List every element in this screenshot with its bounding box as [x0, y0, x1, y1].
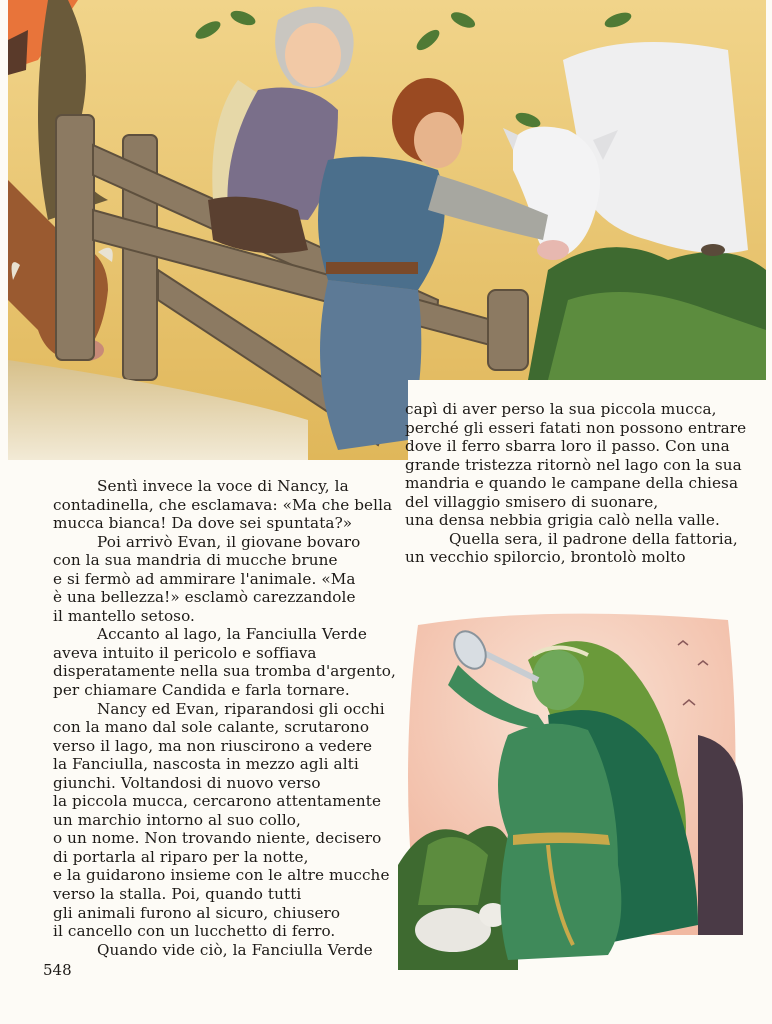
text-line: dove il ferro sbarra loro il passo. Con una — [405, 437, 730, 456]
text-line: un marchio intorno al suo collo, — [53, 810, 301, 829]
right-text-column — [405, 400, 745, 567]
text-line: contadinella, che esclamava: «Ma che bella — [53, 495, 393, 514]
text-line: la piccola mucca, cercarono attentamente — [53, 792, 382, 811]
green-maiden-illustration — [398, 605, 743, 970]
text-line: del villaggio smisero di suonare, — [405, 492, 659, 511]
text-line: perché gli esseri fatati non possono entrare — [405, 418, 747, 437]
text-line: Quando vide ciò, la Fanciulla Verde — [97, 940, 373, 959]
text-line: la Fanciulla, nascosta in mezzo agli alti — [53, 755, 359, 774]
green-maiden-drawing — [398, 605, 743, 970]
text-line: il cancello con un lucchetto di ferro. — [53, 922, 336, 941]
text-line: per chiamare Candida e farla tornare. — [53, 681, 350, 700]
text-line: e la guidarono insieme con le altre mucche — [53, 866, 390, 885]
farm-scene-illustration — [8, 0, 766, 460]
text-line: gli animali furono al sicuro, chiusero — [53, 903, 341, 922]
text-line: Nancy ed Evan, riparandosi gli occhi — [97, 699, 385, 718]
text-line: Quella sera, il padrone della fattoria, — [449, 529, 738, 548]
text-line: mucca bianca! Da dove sei spuntata?» — [53, 514, 353, 533]
text-line: una densa nebbia grigia calò nella valle. — [405, 511, 720, 530]
text-line: Poi arrivò Evan, il giovane bovaro — [97, 532, 361, 551]
text-line: aveva intuito il pericolo e soffiava — [53, 643, 317, 662]
text-line: verso il lago, ma non riuscirono a vedere — [53, 736, 373, 755]
text-line: un vecchio spilorcio, brontolò molto — [405, 548, 686, 567]
text-line: con la sua mandria di mucche brune — [53, 551, 338, 570]
text-line: verso la stalla. Poi, quando tutti — [53, 885, 302, 904]
farm-scene-drawing — [8, 0, 766, 460]
page-number: 548 — [43, 961, 72, 979]
left-text-column — [53, 477, 396, 959]
text-line: con la mano dal sole calante, scrutarono — [53, 718, 370, 737]
text-line: il mantello setoso. — [53, 606, 195, 625]
text-line: di portarla al riparo per la notte, — [53, 847, 309, 866]
text-line: Accanto al lago, la Fanciulla Verde — [97, 625, 367, 644]
text-line: capì di aver perso la sua piccola mucca, — [405, 400, 717, 418]
text-line: mandria e quando le campane della chiesa — [405, 474, 739, 493]
text-line: è una bellezza!» esclamò carezzandole — [53, 588, 356, 607]
text-line: disperatamente nella sua tromba d'argento, — [53, 662, 396, 681]
text-line: e si fermò ad ammirare l'animale. «Ma — [53, 569, 356, 588]
text-line: giunchi. Voltandosi di nuovo verso — [53, 773, 321, 792]
text-line: Sentì invece la voce di Nancy, la — [97, 477, 349, 495]
text-line: grande tristezza ritornò nel lago con la sua — [405, 455, 742, 474]
text-line: o un nome. Non trovando niente, decisero — [53, 829, 382, 848]
